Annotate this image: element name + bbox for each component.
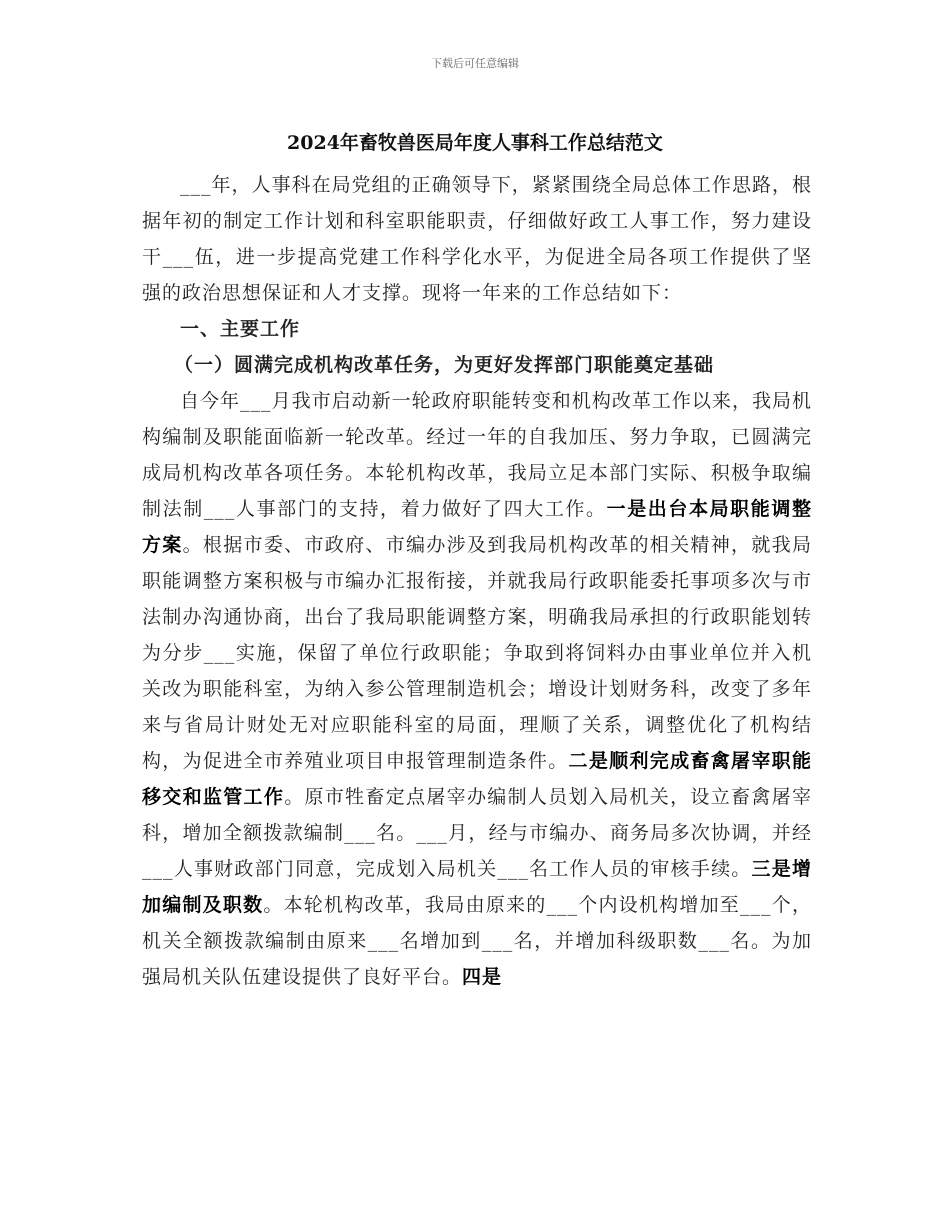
document-body: [142, 167, 812, 995]
bold-point-3: 三是增加编制及职数: [142, 858, 812, 916]
paragraph-text: 。本轮机构改革，我局由原来的___个内设机构增加至___个，机关全额拨款编制由原来___名增加到___名，并增加科级职数___名。为加强局机关队伍建设提供了良好平台。: [142, 894, 812, 988]
intro-paragraph: ___年，人事科在局党组的正确领导下，紧紧围绕全局总体工作思路，根据年初的制定工作计划和科室职能职责，仔细做好政工人事工作，努力建设干___伍，进一步提高党建工作科学化水平，为促进全局各项工作提供了坚强的政治思想保证和人才支撑。现将一年来的工作总结如下：: [142, 174, 812, 304]
document-title: 2024年畜牧兽医局年度人事科工作总结范文: [287, 132, 663, 154]
bold-point-1: 一是出台本局职能调整方案: [142, 498, 812, 556]
section-heading: 一、主要工作: [180, 318, 301, 340]
bold-point-2: 二是顺利完成畜禽屠宰职能移交和监管工作: [142, 750, 812, 808]
page-header-note: 下载后可任意编辑: [431, 57, 519, 70]
paragraph-text: 。原市牲畜定点屠宰办编制人员划入局机关，设立畜禽屠宰科，增加全额拨款编制___名。___月，经与市编办、商务局多次协调，并经___人事财政部门同意，完成划入局机关___名工作人员的审核手续。: [142, 786, 812, 880]
subsection-heading: （一）圆满完成机构改革任务，为更好发挥部门职能奠定基础: [174, 354, 715, 376]
paragraph-text: 自今年___月我市启动新一轮政府职能转变和机构改革工作以来，我局机构编制及职能面临新一轮改革。经过一年的自我加压、努力争取，已圆满完成局机构改革各项任务。本轮机构改革，我局立足本部门实际、积极争取编制法制___人事部门的支持，着力做好了四大工作。: [142, 390, 812, 520]
bold-point-4: 四是: [462, 966, 503, 988]
body-paragraph: [142, 383, 812, 995]
paragraph-text: 。根据市委、市政府、市编办涉及到我局机构改革的相关精神，就我局职能调整方案积极与市编办汇报衔接，并就我局行政职能委托事项多次与市法制办沟通协商，出台了我局职能调整方案，明确我局承担的行政职能划转为分步___实施，保留了单位行政职能；争取到将饲料办由事业单位并入机关改为职能科室，为纳入参公管理制造机会；增设计划财务科，改变了多年来与省局计财处无对应职能科室的局面，理顺了关系，调整优化了机构结构，为促进全市养殖业项目申报管理制造条件。: [142, 534, 812, 772]
